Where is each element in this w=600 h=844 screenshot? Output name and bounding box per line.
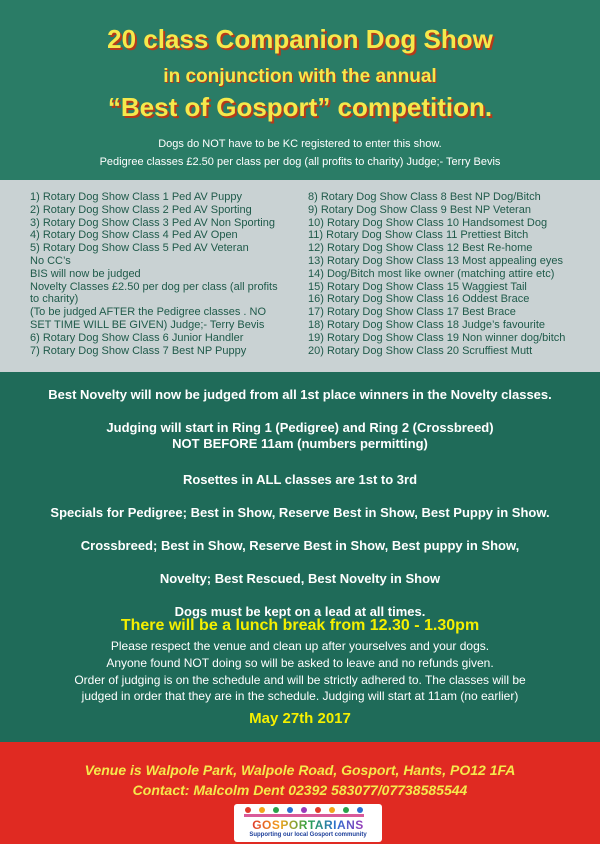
logo-wordmark bbox=[234, 818, 382, 832]
rosettes-note: Rosettes in ALL classes are 1st to 3rd bbox=[182, 472, 418, 487]
title-line-3: “Best of Gosport” competition. bbox=[107, 92, 493, 122]
judging-time: NOT BEFORE 11am (numbers permitting) bbox=[172, 436, 428, 451]
list-item: 15) Rotary Dog Show Class 15 Waggiest Tail bbox=[308, 280, 527, 293]
list-item: 5) Rotary Dog Show Class 5 Ped AV Veteran bbox=[30, 242, 249, 255]
lunch-break: There will be a lunch break from 12.30 - 1.30pm bbox=[120, 617, 480, 634]
list-item: 11) Rotary Dog Show Class 11 Prettiest Bitch bbox=[308, 229, 529, 242]
venue-text: Venue is Walpole Park, Walpole Road, Gosport, Hants, PO12 1FA bbox=[84, 762, 516, 778]
footer-section bbox=[0, 742, 600, 844]
children-figures-icon bbox=[240, 806, 376, 818]
event-date: May 27th 2017 bbox=[249, 710, 351, 727]
list-item: 7) Rotary Dog Show Class 7 Best NP Puppy bbox=[30, 344, 247, 357]
list-item: 13) Rotary Dog Show Class 13 Most appealing eyes bbox=[308, 254, 563, 267]
judging-rings: Judging will start in Ring 1 (Pedigree) and Ring 2 (Crossbreed) bbox=[106, 420, 494, 435]
specials-novelty: Novelty; Best Rescued, Best Novelty in Show bbox=[159, 571, 441, 586]
logo-text: GOSPORTARIANS bbox=[252, 818, 364, 832]
title-line-1: 20 class Companion Dog Show bbox=[107, 24, 493, 54]
respect-note: Please respect the venue and clean up after yourselves and your dogs. bbox=[110, 639, 490, 653]
class-list-left bbox=[30, 191, 285, 357]
list-item: 20) Rotary Dog Show Class 20 Scruffiest Mutt bbox=[308, 344, 533, 357]
leave-note: Anyone found NOT doing so will be asked to leave and no refunds given. bbox=[106, 656, 494, 670]
logo-tagline: Supporting our local Gosport community bbox=[249, 832, 367, 838]
list-item: 14) Dog/Bitch most like owner (matching attire etc) bbox=[308, 267, 555, 280]
list-item: 8) Rotary Dog Show Class 8 Best NP Dog/Bitch bbox=[308, 191, 541, 203]
novelty-note: Best Novelty will now be judged from all 1st place winners in the Novelty classes. bbox=[48, 387, 552, 402]
list-item: BIS will now be judged bbox=[30, 267, 141, 280]
list-item: 16) Rotary Dog Show Class 16 Oddest Brace bbox=[308, 293, 530, 306]
intro-pedigree-fee: Pedigree classes £2.50 per class per dog (all profits to charity) Judge;- Terry Bevis bbox=[99, 156, 501, 168]
list-item: 12) Rotary Dog Show Class 12 Best Re-home bbox=[308, 242, 533, 255]
list-item: 10) Rotary Dog Show Class 10 Handsomest Dog bbox=[308, 216, 548, 229]
gosportarians-logo bbox=[234, 804, 382, 842]
list-item: 6) Rotary Dog Show Class 6 Junior Handler bbox=[30, 331, 244, 344]
list-item: 19) Rotary Dog Show Class 19 Non winner dog/bitch bbox=[308, 331, 566, 344]
list-item: Novelty Classes £2.50 per dog per class (all profits to charity) bbox=[30, 280, 278, 306]
order-note-2: judged in order that they are in the schedule. Judging will start at 11am (no earlier) bbox=[81, 689, 519, 703]
info-section bbox=[0, 372, 600, 732]
list-item: 17) Rotary Dog Show Class 17 Best Brace bbox=[308, 306, 516, 319]
list-item: 1) Rotary Dog Show Class 1 Ped AV Puppy bbox=[30, 191, 242, 203]
list-item: 9) Rotary Dog Show Class 9 Best NP Veteran bbox=[308, 203, 531, 216]
specials-pedigree: Specials for Pedigree; Best in Show, Reserve Best in Show, Best Puppy in Show. bbox=[50, 505, 550, 520]
list-item: (To be judged AFTER the Pedigree classes . NO SET TIME WILL BE GIVEN) Judge;- Terry Bevis bbox=[30, 306, 267, 331]
title-line-2: in conjunction with the annual bbox=[163, 66, 437, 87]
header-section bbox=[0, 0, 600, 180]
contact-text: Contact: Malcolm Dent 02392 583077/07738585544 bbox=[132, 782, 468, 798]
list-item: 18) Rotary Dog Show Class 18 Judge’s favourite bbox=[308, 318, 546, 331]
lead-rule: Dogs must be kept on a lead at all times. bbox=[174, 604, 426, 619]
list-item: 4) Rotary Dog Show Class 4 Ped AV Open bbox=[30, 229, 238, 242]
class-list-right bbox=[308, 191, 598, 357]
class-list-section bbox=[0, 180, 600, 372]
list-item: 2) Rotary Dog Show Class 2 Ped AV Sporting bbox=[30, 203, 252, 216]
intro-kc-note: Dogs do NOT have to be KC registered to enter this show. bbox=[158, 138, 442, 150]
list-item: No CC’s bbox=[30, 254, 71, 267]
order-note-1: Order of judging is on the schedule and will be strictly adhered to. The classes will be bbox=[74, 673, 526, 687]
specials-crossbreed: Crossbreed; Best in Show, Reserve Best in Show, Best puppy in Show, bbox=[80, 538, 520, 553]
list-item: 3) Rotary Dog Show Class 3 Ped AV Non Sporting bbox=[30, 216, 275, 229]
